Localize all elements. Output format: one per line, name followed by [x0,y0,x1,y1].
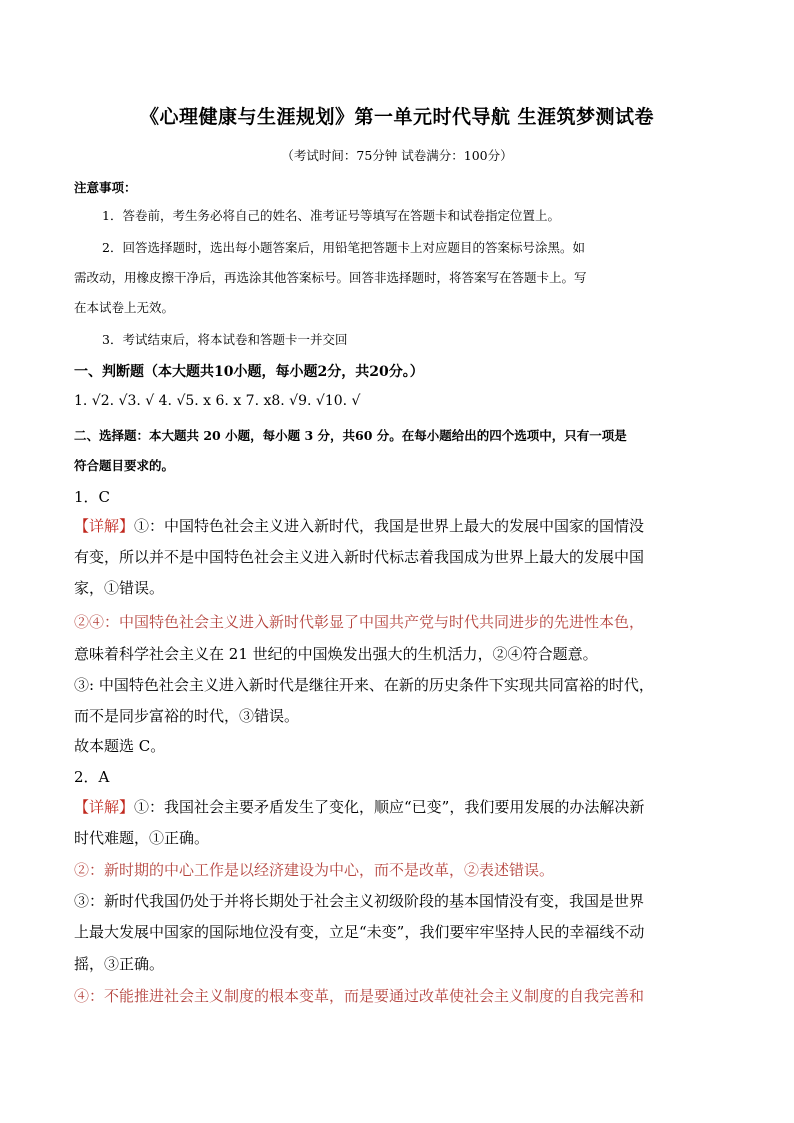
q2-paragraph-2-line-1: ②：新时期的中心工作是以经济建设为中心，而不是改革，②表述错误。 [74,861,555,879]
q1-paragraph-1-line-1 [74,515,724,536]
q1-detail-tag: 【详解】 [74,517,135,535]
q2-paragraph-1-text: ①：我国社会主要矛盾发生了变化，顺应“已变”，我们要用发展的办法解决新 [134,798,645,816]
q2-paragraph-3-line-2: 上最大发展中国家的国际地位没有变，立足“未变”，我们要牢牢坚持人民的幸福线不动 [74,923,645,941]
q1-paragraph-3-line-1: ③: 中国特色社会主义进入新时代是继往开来、在新的历史条件下实现共同富裕的时代， [74,676,654,694]
section-2-heading-line-1: 二、选择题：本大题共 20 小题，每小题 3 分，共60 分。在每小题给出的四个选项中，只有一项是 [74,428,627,443]
q1-paragraph-2-line-1: ②④：中国特色社会主义进入新时代彰显了中国共产党与时代共同进步的先进性本色， [74,613,645,631]
section-1-heading: 一、判断题（本大题共10小题，每小题2分，共20分。） [74,364,424,380]
q1-paragraph-1-line-3: 家，①错误。 [74,579,165,597]
section-2-heading-line-2: 符合题目要求的。 [74,458,175,473]
q1-paragraph-1-text: ①：中国特色社会主义进入新时代，我国是世界上最大的发展中国家的国情没 [134,517,645,535]
q2-paragraph-4-line-1: ④：不能推进社会主义制度的根本变革，而是要通过改革使社会主义制度的自我完善和 [74,987,645,1005]
q1-paragraph-3-line-2: 而不是同步富裕的时代，③错误。 [74,707,300,725]
q2-paragraph-3-line-1: ③：新时代我国仍处于并将长期处于社会主义初级阶段的基本国情没有变，我国是世界 [74,892,645,910]
notice-item-2-line-2: 需改动，用橡皮擦干净后，再选涂其他答案标号。回答非选择题时，将答案写在答题卡上。写 [74,270,587,285]
q2-paragraph-1-line-2: 时代难题，①正确。 [74,829,210,847]
exam-info: （考试时间：75分钟 试卷满分：100分） [281,148,513,163]
q2-paragraph-3-line-3: 摇，③正确。 [74,955,165,973]
q1-paragraph-2-line-2: 意味着科学社会主义在 21 世纪的中国焕发出强大的生机活力，②④符合题意。 [74,645,598,663]
q2-paragraph-1-line-1 [74,796,724,817]
q1-conclusion: 故本题选 C。 [74,737,166,755]
q1-paragraph-1-line-2: 有变，所以并不是中国特色社会主义进入新时代标志着我国成为世界上最大的发展中国 [74,548,645,566]
notice-item-2-line-3: 在本试卷上无效。 [74,300,175,315]
notice-item-1: 1．答卷前，考生务必将自己的姓名、准考证号等填写在答题卡和试卷指定位置上。 [102,208,560,223]
q1-answer-label: 1．C [74,488,111,506]
notice-item-3: 3．考试结束后，将本试卷和答题卡一并交回 [102,332,348,347]
q2-answer-label: 2．A [74,768,110,786]
page-title: 《心理健康与生涯规划》第一单元时代导航 生涯筑梦测试卷 [139,106,655,128]
section-1-answers: 1. √2. √3. √ 4. √5. x 6. x 7. x8. √9. √10. √ [74,393,361,409]
q2-detail-tag: 【详解】 [74,798,135,816]
notice-heading: 注意事项： [74,180,137,195]
notice-item-2-line-1: 2．回答选择题时，选出每小题答案后，用铅笔把答题卡上对应题目的答案标号涂黑。如 [102,240,585,255]
